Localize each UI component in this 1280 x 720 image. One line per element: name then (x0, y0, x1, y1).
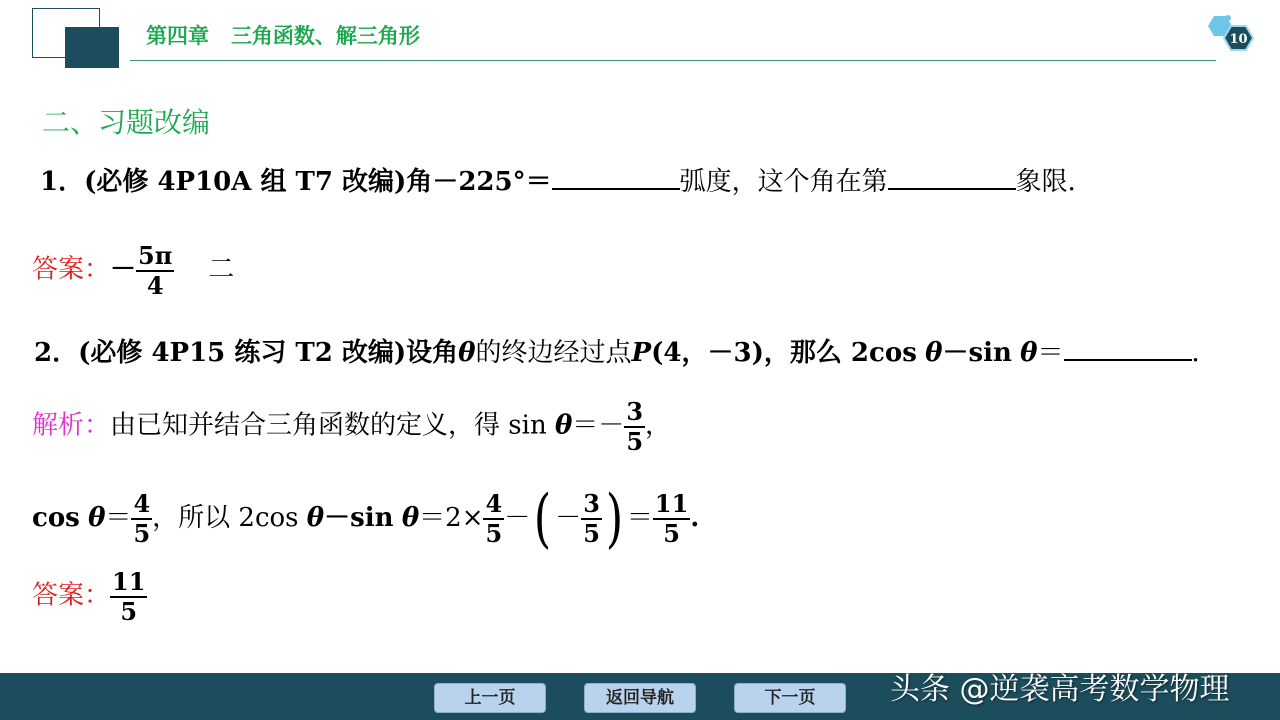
solution-inner-minus: － (555, 503, 582, 533)
solution-label: 解析： (32, 410, 111, 441)
solution-mid: ，所以 2cos (152, 503, 299, 533)
solution-fraction-2 (131, 490, 152, 547)
frac-denominator: 5 (663, 519, 680, 548)
chapter-title (146, 20, 420, 50)
prev-page-button[interactable]: 上一页 (434, 683, 546, 713)
right-paren: ) (605, 482, 624, 556)
frac-numerator: 4 (133, 489, 151, 519)
back-to-nav-button[interactable]: 返回导航 (584, 683, 696, 713)
answer-1-label: 答案： (32, 254, 111, 285)
q2-blank (1064, 339, 1192, 361)
q1-mid: 弧度，这个角在第 (679, 167, 888, 197)
logo-block (65, 27, 119, 68)
page-badge (1196, 12, 1266, 64)
solution-comma: ， (645, 410, 672, 441)
frac-numerator: 3 (626, 397, 644, 426)
frac-numerator: 4 (485, 489, 503, 519)
chapter-number: 第四章 (146, 24, 209, 48)
q2-theta: θ (458, 338, 476, 368)
watermark: 头条 @逆袭高考数学物理 (890, 672, 1230, 707)
dot-icon (1225, 15, 1231, 21)
solution-eq-times: ＝2× (419, 503, 484, 533)
q2-text-d: ＝ (1037, 338, 1064, 368)
q1-number: 1． (40, 167, 85, 197)
frac-denominator: 5 (626, 426, 644, 456)
q2-text-a: (必修 4P15 练习 T2 改编)设角 (78, 338, 459, 368)
answer-2-label: 答案： (32, 580, 111, 611)
q2-theta-3: θ (1020, 338, 1038, 368)
solution-line-1 (32, 398, 671, 455)
q2-text-b: 的终边经过点 (475, 338, 632, 368)
left-paren: ( (533, 482, 552, 556)
solution-eq-2: ＝ (105, 503, 132, 533)
solution-fraction-1 (624, 398, 645, 455)
solution-line-2 (32, 482, 700, 556)
solution-fraction-4 (581, 490, 602, 547)
frac-numerator: 11 (654, 489, 689, 519)
q1-end: 象限． (1015, 167, 1094, 197)
solution-theta-3: θ (306, 503, 325, 533)
answer-2-fraction (110, 568, 147, 625)
frac-denominator: 4 (146, 270, 164, 300)
answer-1-minus: － (110, 254, 137, 285)
page-number: 10 (1229, 32, 1248, 47)
solution-cos: cos (32, 503, 80, 533)
q2-theta-2: θ (925, 338, 943, 368)
q1-blank-1 (552, 168, 680, 190)
solution-minus-sin: －sin (324, 503, 394, 533)
q2-number: 2． (34, 338, 79, 368)
header-divider (130, 60, 1216, 61)
frac-denominator: 5 (120, 596, 138, 626)
answer-1 (32, 242, 234, 299)
solution-eq: ＝－ (572, 410, 625, 441)
frac-numerator: 5π (138, 241, 173, 270)
q2-point-coords: (4，－3)，那么 2cos (651, 338, 917, 368)
solution-fraction-3 (483, 490, 504, 547)
q2-point-var: P (631, 338, 652, 368)
frac-denominator: 5 (133, 519, 151, 548)
answer-1-quadrant: 二 (208, 254, 235, 285)
frac-numerator: 3 (583, 489, 600, 519)
solution-fraction-5 (653, 490, 690, 547)
frac-denominator: 5 (485, 519, 503, 548)
solution-minus: － (504, 503, 531, 533)
q1-blank-2 (888, 168, 1016, 190)
question-1 (40, 168, 1094, 195)
chapter-name: 三角函数、解三角形 (230, 24, 420, 48)
answer-2 (32, 568, 147, 625)
section-title: 二、习题改编 (42, 106, 211, 139)
next-page-button[interactable]: 下一页 (734, 683, 846, 713)
solution-period: . (690, 503, 700, 533)
q1-text: (必修 4P10A 组 T7 改编)角－225°＝ (84, 167, 552, 197)
solution-theta: θ (554, 410, 573, 441)
q2-text-c: －sin (942, 338, 1012, 368)
solution-text: 由已知并结合三角函数的定义，得 sin (110, 410, 547, 441)
answer-1-fraction (136, 242, 174, 299)
frac-denominator: 5 (583, 519, 600, 548)
question-2 (34, 339, 1218, 366)
frac-numerator: 11 (112, 567, 146, 596)
solution-theta-2: θ (88, 503, 106, 533)
solution-eq-3: ＝ (626, 503, 653, 533)
solution-theta-4: θ (401, 503, 420, 533)
q2-end: ． (1191, 338, 1218, 368)
